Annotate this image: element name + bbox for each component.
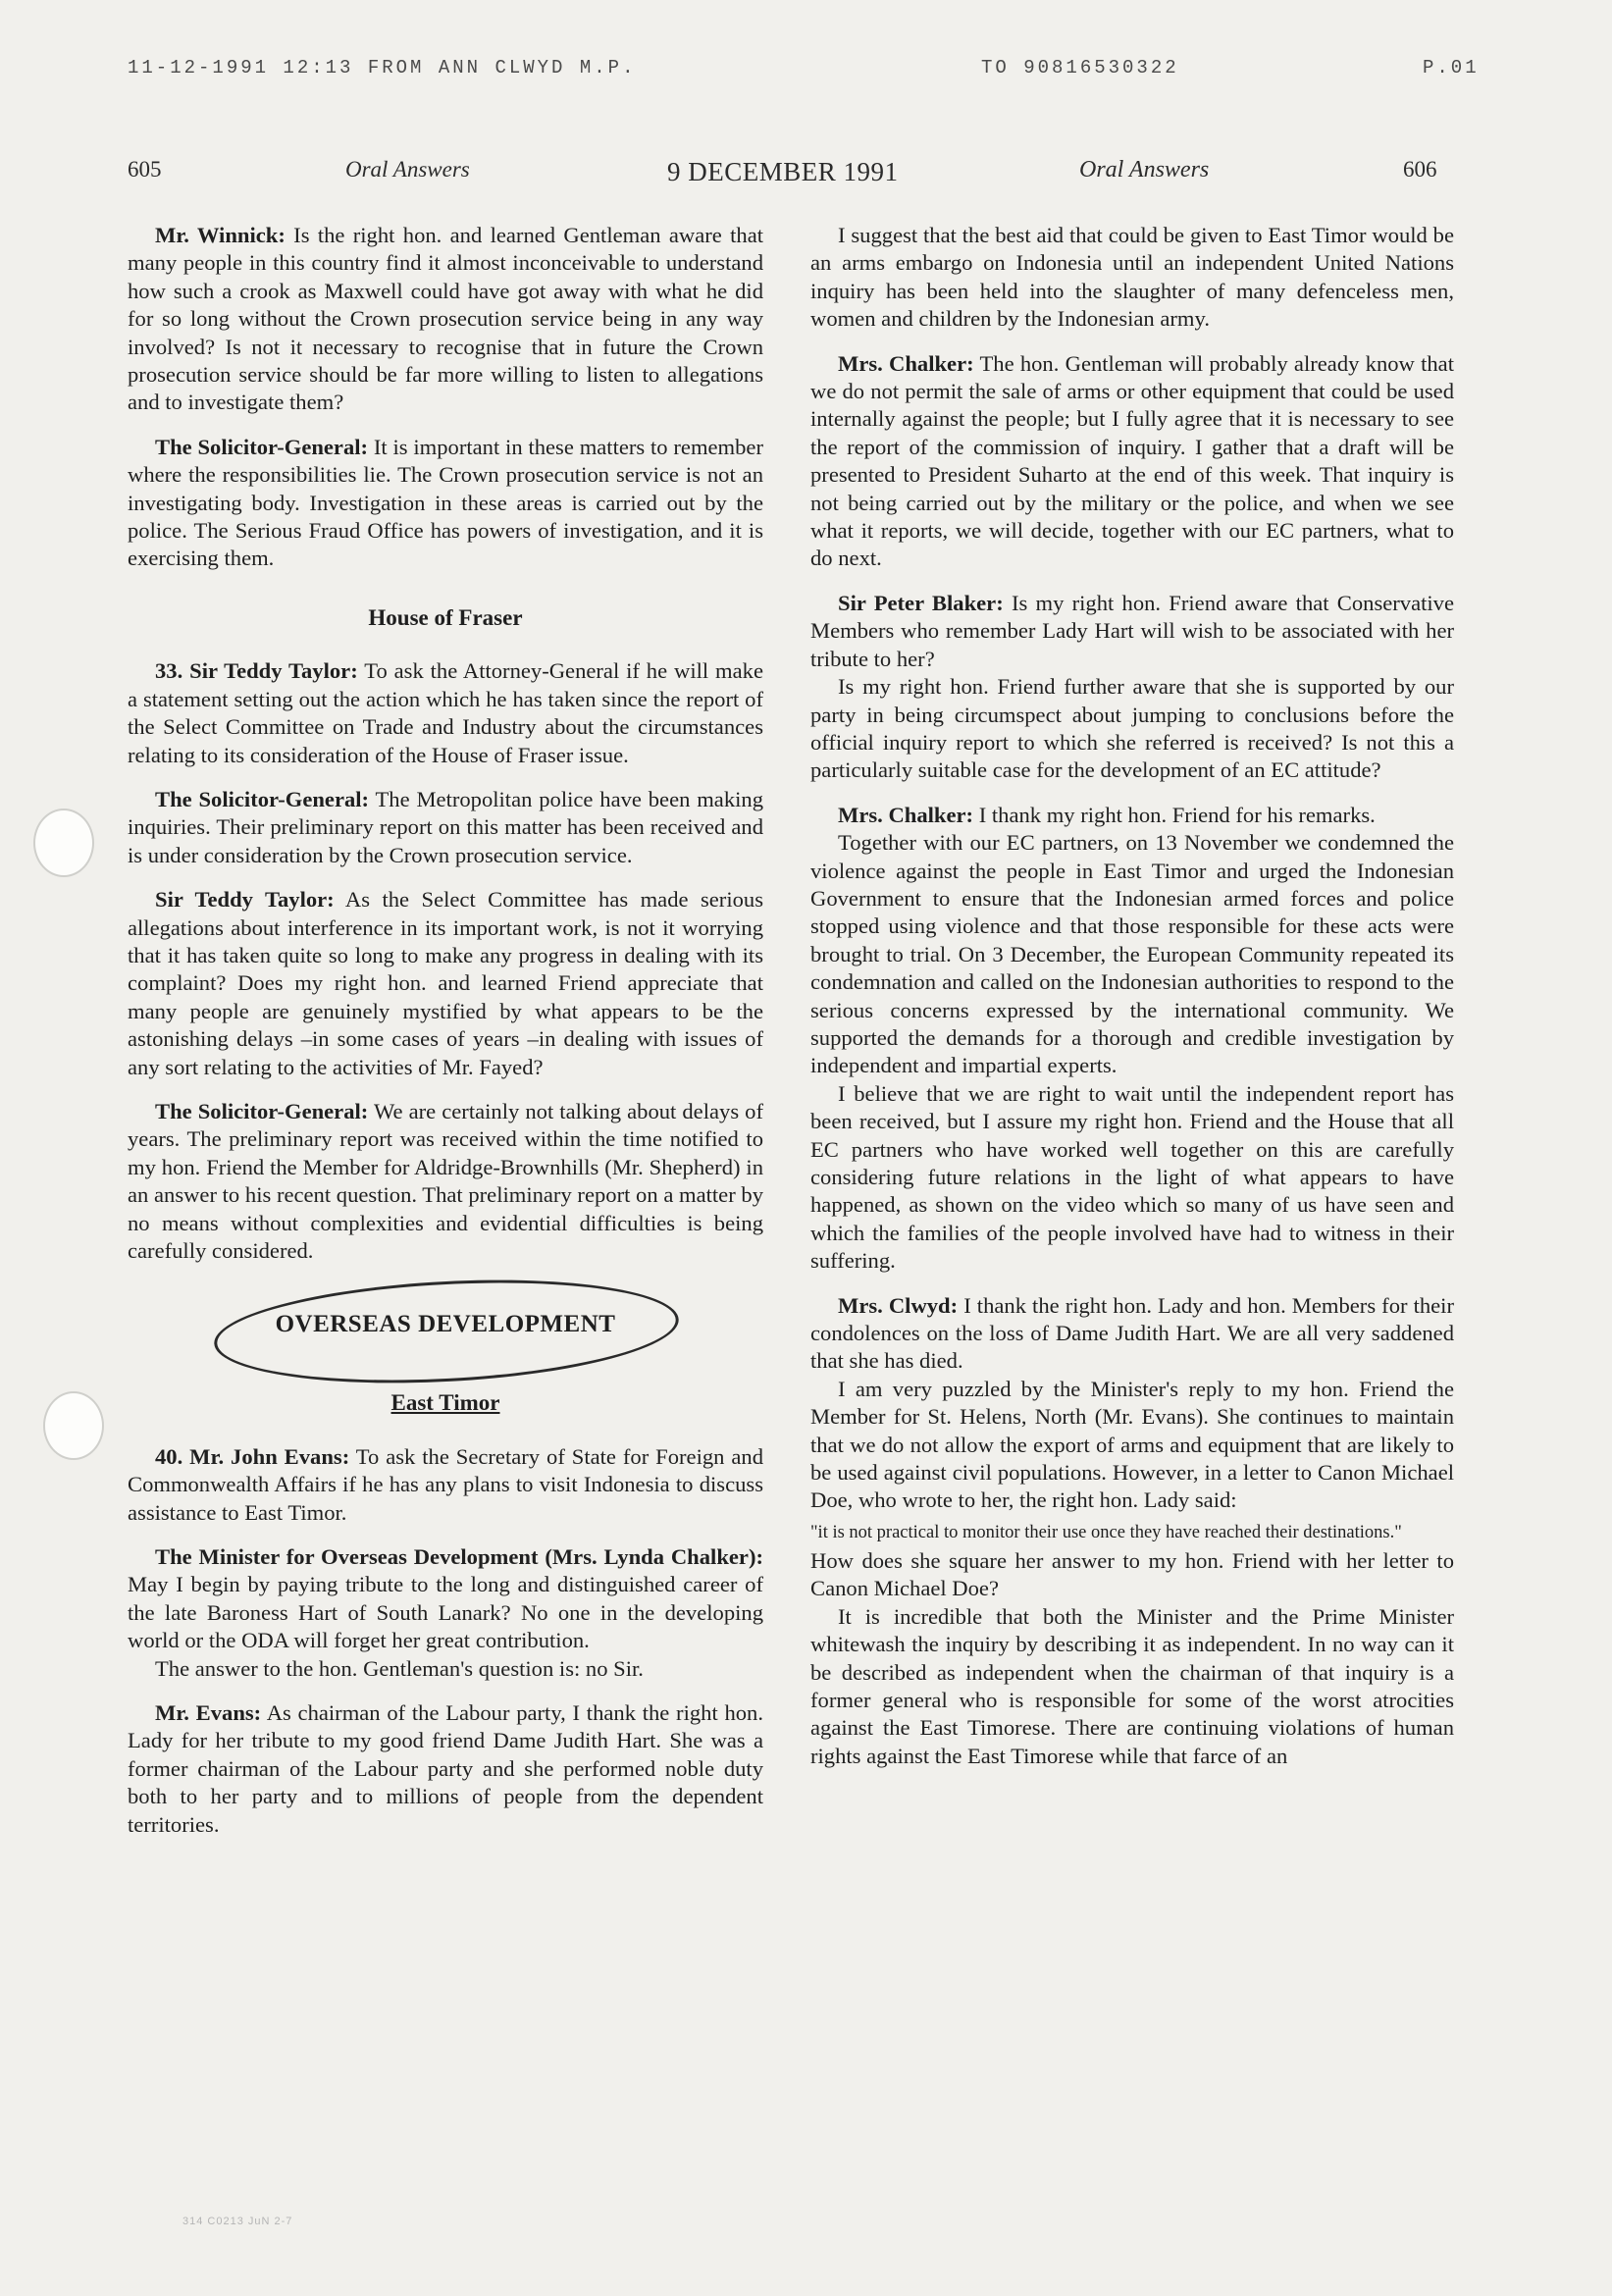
paragraph [128, 1699, 763, 1839]
speaker: The Solicitor-General: [155, 434, 369, 459]
paragraph: I am very puzzled by the Minister's reply to my hon. Friend the Member for St. Helens, North (Mr. Evans). She continues to maintain that we do not allow the export of arms and equipment that are likely to be used against civil populations. However, in a letter to Canon Michael Doe, who wrote to her, the right hon. Lady said: [810, 1376, 1454, 1513]
paragraph [810, 350, 1454, 573]
speaker: Mrs. Chalker: [838, 350, 974, 376]
speaker: Mr. Winnick: [155, 223, 286, 247]
subsection-heading: East Timor [390, 1390, 500, 1416]
paragraph [128, 434, 763, 573]
paragraph: Together with our EC partners, on 13 November we condemned the violence against the people in East Timor and urged the Indonesian Government to ensure that the Indonesian armed forces and police stopped using violence and that those responsible for these acts were brought to trial. On 3 December, the European Community repeated its condemnation and called on the Indonesian authorities to respond to the serious concerns expressed by the international community. We supported the demands for a thorough and credible investigation by independent and impartial experts. [810, 830, 1454, 1078]
page-number-left: 605 [128, 157, 162, 182]
paragraph [128, 657, 763, 769]
speech-text: To ask the Attorney-General if he will make a statement setting out the action which he has taken since the report of the Select Committee on Trade and Industry about the circumstances relating to its consideration of the House of Fraser issue. [128, 658, 763, 767]
punch-hole [43, 1391, 104, 1460]
punch-hole [33, 809, 94, 877]
speaker: Mrs. Chalker: [838, 802, 974, 827]
printer-code: 314 C0213 JuN 2-7 [182, 2216, 293, 2227]
paragraph [128, 786, 763, 869]
paragraph: I believe that we are right to wait until the independent report has been received, but I assure my right hon. Friend and the House that all EC partners who have worked well together on this are carefully considering future relations in the light of what appears to have happened, as shown on the video which so many of us have seen and which the families of the people involved have had to witness in their suffering. [810, 1080, 1454, 1274]
quotation: "it is not practical to monitor their use once they have reached their destinations." [810, 1522, 1402, 1542]
running-title-right: Oral Answers [1079, 157, 1210, 183]
right-column [810, 222, 1454, 1787]
paragraph [128, 1443, 763, 1527]
section-heading: OVERSEAS DEVELOPMENT [275, 1311, 616, 1338]
speaker: The Minister for Overseas Development (Mrs. Lynda Chalker): [155, 1544, 763, 1570]
fax-header-left: 11-12-1991 12:13 FROM ANN CLWYD M.P. [128, 57, 637, 78]
speech-text: We are certainly not talking about delays of years. The preliminary report was received within the time notified to my hon. Friend the Member for Aldridge-Brownhills (Mr. Shepherd) in an answer to his recent question. That preliminary report on a matter by no means without complexities and evidential difficulties is being carefully considered. [128, 1098, 763, 1263]
speaker: Sir Peter Blaker: [838, 590, 1004, 615]
speech-text: As the Select Committee has made serious allegations about interference in its important work, is not it worrying that it has taken quite so long to make any progress in dealing with its complaint? Does my right hon. and learned Friend appreciate that many people are genuinely mystified by what appears to be the astonishing delays –in some cases of years –in dealing with issues of any sort relating to the activities of Mr. Fayed? [128, 887, 763, 1079]
paragraph [128, 222, 763, 417]
paragraph [810, 590, 1454, 673]
paragraph: Is my right hon. Friend further aware that she is supported by our party in being circumspect about jumping to conclusions before the official inquiry report to which she referred is received? Is not this a particularly suitable case for the development of an EC attitude? [810, 674, 1454, 783]
page-number-right: 606 [1403, 157, 1437, 182]
speaker: 33. Sir Teddy Taylor: [155, 658, 358, 684]
paragraph [128, 886, 763, 1081]
section-heading-block [128, 1281, 763, 1383]
speaker: 40. Mr. John Evans: [155, 1443, 350, 1469]
speech-text: The hon. Gentleman will probably already know that we do not permit the sale of arms or other equipment that could be used internally against the people; but I fully agree that it is necessary to see the report of the commission of inquiry. I gather that a draft will be presented to President Suharto at the end of this week. That inquiry is not being carried out by the military or the police, and when we see what it reports, we will decide, together with our EC partners, what to do next. [810, 350, 1454, 571]
speaker: Sir Teddy Taylor: [155, 887, 335, 913]
speech-text: Is the right hon. and learned Gentleman aware that many people in this country find it almost inconceivable to understand how such a crook as Maxwell could have got away with what he did for so long without the Crown prosecution service being in any way involved? Is not it necessary to recognise that in future the Crown prosecution service should be far more willing to listen to allegations and to investigate them? [128, 223, 763, 415]
running-title-left: Oral Answers [345, 157, 470, 182]
subject-heading: House of Fraser [368, 604, 523, 630]
speech-text: The Metropolitan police have been making inquiries. Their preliminary report on this matter has been received and is under consideration by the Crown prosecution service. [128, 786, 763, 867]
speaker: The Solicitor-General: [155, 1098, 369, 1123]
speech-text: As chairman of the Labour party, I thank the right hon. Lady for her tribute to my good friend Dame Judith Hart. She was a former chairman of the Labour party and she performed noble duty both to her party and to millions of people from the dependent territories. [128, 1700, 764, 1837]
fax-header-middle: TO 90816530322 [981, 57, 1179, 78]
speaker: Mrs. Clwyd: [838, 1292, 959, 1318]
fax-header-right: P.01 [1423, 57, 1480, 78]
paragraph [810, 1292, 1454, 1376]
running-date: 9 DECEMBER 1991 [667, 157, 899, 186]
speaker: The Solicitor-General: [155, 786, 370, 811]
paragraph [128, 1098, 763, 1265]
speech-text: I thank the right hon. Lady and hon. Members for their condolences on the loss of Dame Judith Hart. We are all very saddened that she has died. [810, 1292, 1454, 1374]
speech-text: May I begin by paying tribute to the long and distinguished career of the late Baroness Hart of South Lanark? No one in the developing world or the ODA will forget her great contribution. [128, 1572, 763, 1653]
speech-text: To ask the Secretary of State for Foreign and Commonwealth Affairs if he has any plans to visit Indonesia to discuss assistance to East Timor. [128, 1443, 763, 1525]
speech-text: I thank my right hon. Friend for his remarks. [973, 802, 1376, 827]
paragraph [810, 802, 1454, 829]
paragraph: It is incredible that both the Minister and the Prime Minister whitewash the inquiry by describing it as independent. In no way can it be described as independent when the chairman of that inquiry is a former general who is responsible for some of the worst atrocities against the East Timorese. There are continuing violations of human rights against the East Timorese while that farce of an [810, 1603, 1454, 1768]
paragraph [128, 1543, 763, 1655]
speech-text: Is my right hon. Friend aware that Conservative Members who remember Lady Hart will wish to be associated with her tribute to her? [810, 590, 1455, 671]
speaker: Mr. Evans: [155, 1700, 262, 1726]
left-column [128, 222, 763, 1855]
speech-text: It is important in these matters to remember where the responsibilities lie. The Crown prosecution service is not an investigating body. Investigation in these areas is carried out by the police. The Serious Fraud Office has powers of investigation, and it is exercising them. [128, 434, 763, 571]
paragraph: I suggest that the best aid that could be given to East Timor would be an arms embargo on Indonesia until an independent United Nations inquiry has been held into the slaughter of many defenceless men, women and children by the Indonesian army. [810, 223, 1454, 332]
paragraph: How does she square her answer to my hon. Friend with her letter to Canon Michael Doe? [810, 1547, 1454, 1601]
paragraph: The answer to the hon. Gentleman's question is: no Sir. [155, 1655, 644, 1681]
